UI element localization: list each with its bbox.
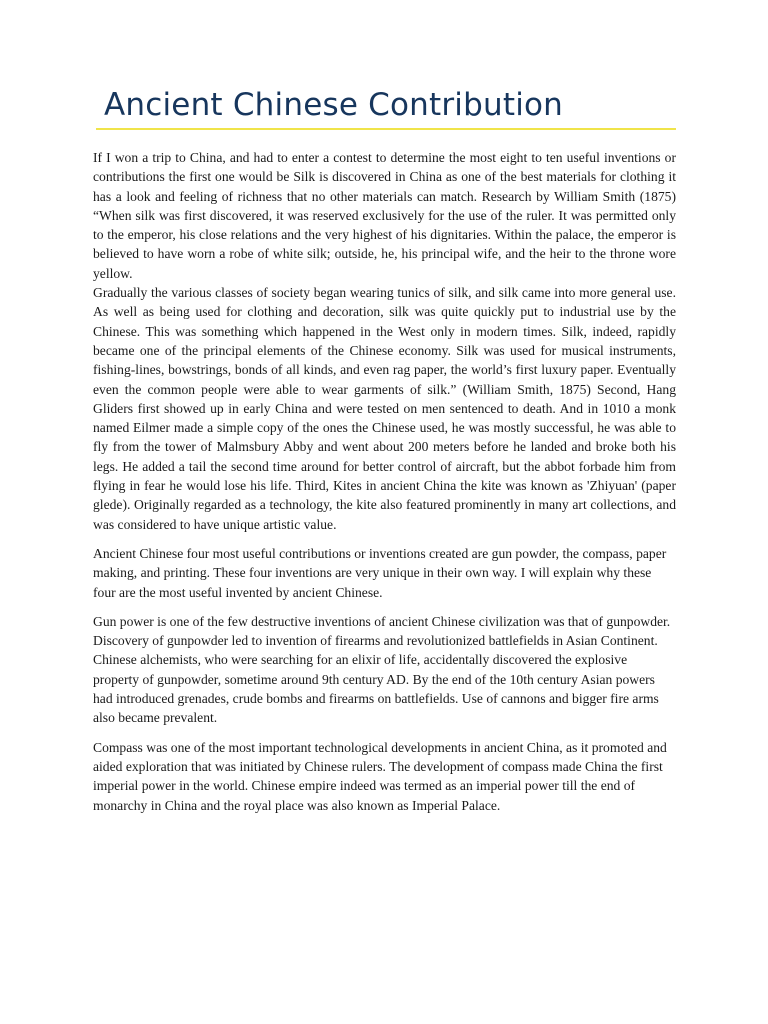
- document-title: Ancient Chinese Contribution: [104, 87, 564, 123]
- paragraph-four-inventions: Ancient Chinese four most useful contributions or inventions created are gun powder, the compass, paper making, and printing. These four inventions are very unique in their own way. I will explain why these four are the most useful invented by ancient Chinese.: [93, 545, 667, 600]
- paragraph-silk-gliders-kites: Gradually the various classes of society began wearing tunics of silk, and silk came into more general use. As well as being used for clothing and decoration, silk was quite quickly put to industrial use by the Chinese. This was something which happened in the West only in modern times. Silk, indeed, rapidly became one of the principal elements of the Chinese economy. Silk was used for musical instruments, fishing-lines, bowstrings, bonds of all kinds, and even rag paper, the world’s first luxury paper. Eventually even the common people were able to wear garments of silk.” (William Smith, 1875) Second, Hang Gliders first showed up in early China and were tested on men sentenced to death. And in 1010 a monk named Eilmer made a simple copy of the ones the Chinese used, he was mostly successful, he was able to fly from the tower of Malmsbury Abby and went about 200 meters before he landed and broke both his legs. He added a tail the second time around for better control of aircraft, but the abbot forbade him from flying in fear he would lose his life. Third, Kites in ancient China the kite was known as 'Zhiyuan' (paper glede). Originally regarded as a technology, the kite also featured prominently in many art collections, and was considered to have unique artistic value.: [93, 285, 676, 532]
- title-underline: [96, 128, 676, 130]
- paragraph-compass: Compass was one of the most important technological developments in ancient China, as it promoted and aided exploration that was initiated by Chinese rulers. The development of compass made China the first imperial power in the world. Chinese empire indeed was termed as an imperial power till the end of monarchy in China and the royal place was also known as Imperial Palace.: [93, 739, 667, 813]
- paragraph-gunpowder: Gun power is one of the few destructive inventions of ancient Chinese civilization was that of gunpowder. Discovery of gunpowder led to invention of firearms and revolutionized battlefields in Asian Continent. Chinese alchemists, who were searching for an elixir of life, accidentally discovered the explosive property of gunpowder, sometime around 9th century AD. By the end of the 10th century Asian powers had introduced grenades, crude bombs and firearms on battlefields. Use of cannons and bigger fire arms also became prevalent.: [93, 613, 671, 726]
- paragraph-silk-intro: If I won a trip to China, and had to enter a contest to determine the most eight to ten useful inventions or contributions the first one would be Silk is discovered in China as one of the best materials for clothing it has a look and feeling of richness that no other materials can match. Research by William Smith (1875) “When silk was first discovered, it was reserved exclusively for the use of the ruler. It was permitted only to the emperor, his close relations and the very highest of his dignitaries. Within the palace, the emperor is believed to have worn a robe of white silk; outside, he, his principal wife, and the heir to the throne wore yellow.: [93, 150, 676, 281]
- document-body: [93, 148, 676, 815]
